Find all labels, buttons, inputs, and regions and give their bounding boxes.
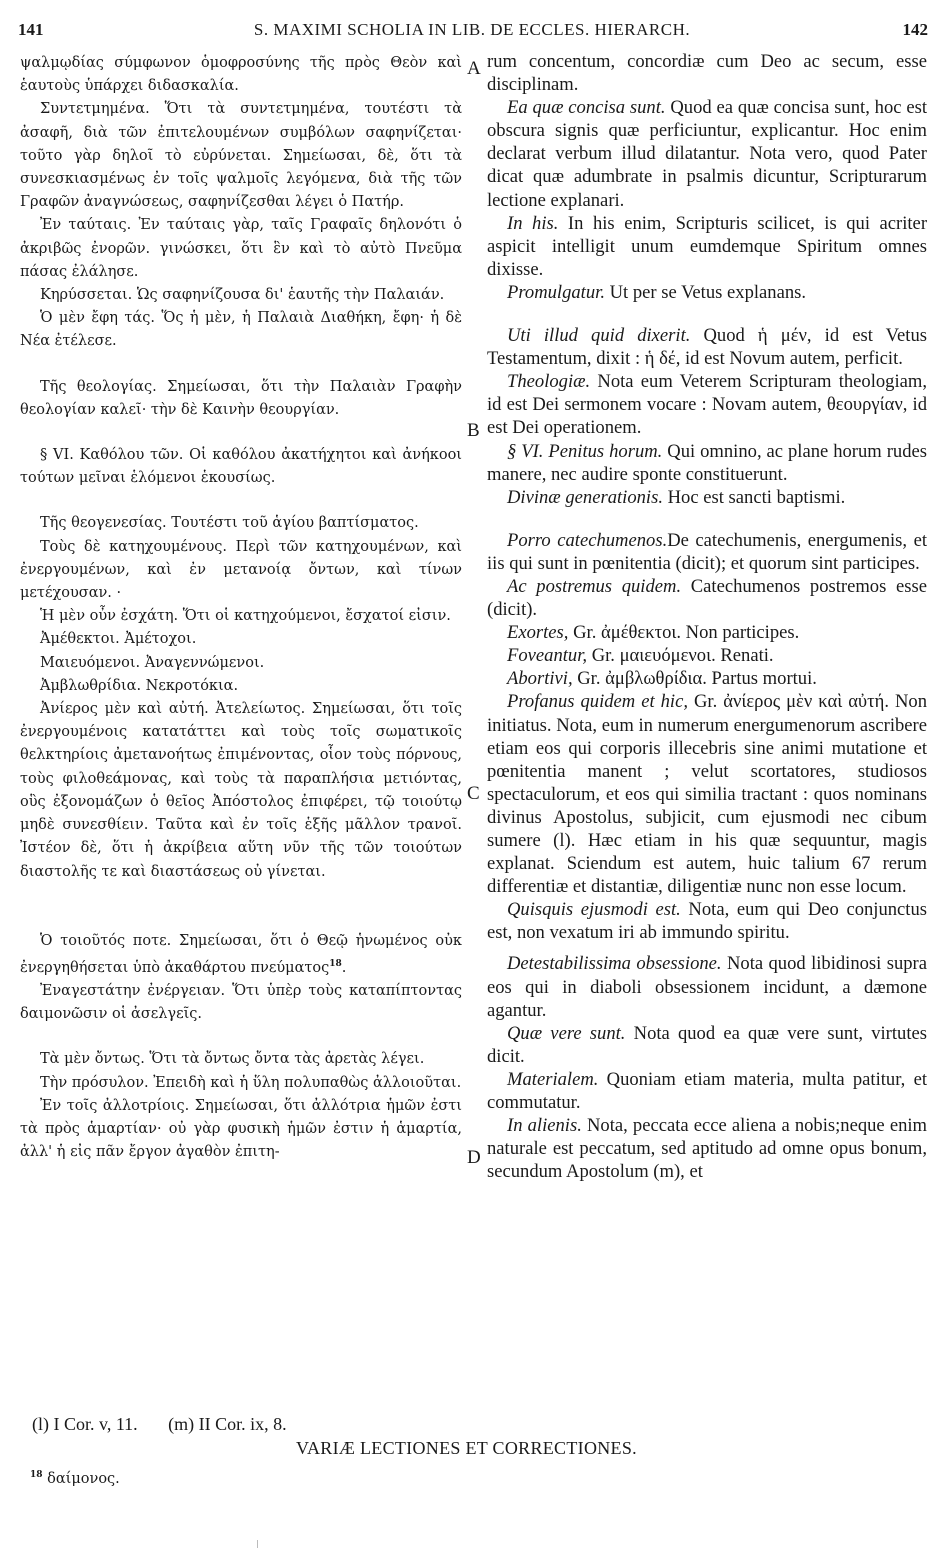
greek-paragraph: Τῆς θεολογίας. Σημείωσαι, ὅτι τὴν Παλαιὰν Γραφὴν θεολογίαν καλεῖ· τὴν δὲ Καινὴν θεουργίαν. <box>20 378 462 418</box>
reference-m: (m) II Cor. ix, 8. <box>168 1414 287 1434</box>
latin-text: Nota quod libidinosi supra eos qui in diaboli obsessionem incidunt, a dæmone agantur. <box>487 953 928 1021</box>
latin-lemma: Abortivi, <box>507 668 573 690</box>
greek-paragraph: Ἀμέθεκτοι. Ἀμέτοχοι. <box>40 631 197 648</box>
latin-text: rum concentum, concordiæ cum Deo ac secum, esse disciplinam. <box>487 51 927 96</box>
latin-lemma: Uti illud quid dixerit. <box>507 325 691 347</box>
latin-lemma: Ac postremus quidem. <box>507 575 682 597</box>
latin-lemma: Exortes, <box>507 622 569 644</box>
latin-paragraph <box>487 440 927 486</box>
latin-lemma: Porro catechumenos. <box>507 529 668 551</box>
latin-paragraph <box>487 324 927 370</box>
greek-paragraph: Τὰ μὲν ὄντως. Ὅτι τὰ ὄντως ὄντα τὰς ἀρετὰς λέγει. <box>40 1051 425 1068</box>
latin-lemma: Profanus quidem et hic, <box>507 691 688 713</box>
greek-paragraph: Μαιευόμενοι. Ἀναγεννώμενοι. <box>40 654 265 671</box>
greek-paragraph: Ἐναγεστάτην ἐνέργειαν. Ὅτι ὑπὲρ τοὺς καταπίπτοντας δαιμονῶσιν οἱ ἀσελγεῖς. <box>20 982 462 1023</box>
footnote <box>30 1470 120 1487</box>
greek-paragraph <box>20 930 462 980</box>
latin-paragraph <box>487 370 927 439</box>
latin-text: Quod ea quæ concisa sunt, hoc est obscura signis quæ perficiuntur, explicantur. Hoc enim declarat verbum illud dilatantur. Nota vero, quod Pater dicat quæ adumbrate in psalmis dicuntur, Scripturarum lectione explanari. <box>487 97 927 211</box>
greek-paragraph: Τὴν πρόσυλον. Ἐπειδὴ καὶ ἡ ὕλη πολυπαθὼς ἀλλοιοῦται. <box>40 1074 462 1091</box>
footnote-number: 18 <box>30 1470 43 1480</box>
latin-paragraph <box>487 96 927 211</box>
footnote-text: δαίμονος. <box>42 1470 120 1487</box>
latin-text: Ut per se Vetus explanans. <box>604 281 807 303</box>
greek-paragraph: Συντετμημένα. Ὅτι τὰ συντετμημένα, τουτέστι τὰ ἀσαφῆ, διὰ τῶν ἐπιτελουμένων συμβόλων σαφηνίζεται· τοῦτο γὰρ δηλοῖ τὸ εὐρύνεται. Σημείωσαι, δὲ, ὅτι τὰ συνεσκιασμένως ἐν τοῖς ψαλμοῖς λεγόμενα, διὰ τῆς τῶν Γραφῶν ἀναγνώσεως, σαφηνίζεσθαι λέγει ὁ Πατήρ. <box>20 101 462 211</box>
latin-text: Nota, eum qui Deo conjunctus est, non vexatum iri ab immundo spiritu. <box>487 899 927 944</box>
greek-paragraph-tail: . <box>341 959 347 976</box>
latin-lemma: Detestabilissima obsessione. <box>507 953 722 975</box>
latin-text: Gr. ἀμέθεκτοι. Non participes. <box>568 622 800 644</box>
latin-lemma: Theologiæ. <box>507 371 591 393</box>
greek-paragraph: Ἐν ταύταις. Ἐν ταύταις γὰρ, ταῖς Γραφαῖς δηλονότι ὁ ἀκριβῶς ἐνορῶν. γινώσκει, ὅτι ἓν καὶ τὸ αὐτὸ Πνεῦμα πάσας ἐλάλησε. <box>20 217 462 280</box>
greek-paragraph: Ἡ μὲν οὖν ἐσχάτη. Ὅτι οἱ κατηχούμενοι, ἔσχατοί εἰσιν. <box>40 608 451 625</box>
greek-column <box>20 52 462 1164</box>
latin-lemma: Divinæ generationis. <box>507 486 663 508</box>
latin-lemma: In alienis. <box>507 1115 582 1137</box>
greek-paragraph: Ὁ μὲν ἔφη τάς. Ὅς ἡ μὲν, ἡ Παλαιὰ Διαθήκη, ἔφη· ἡ δὲ Νέα ἐτέλεσε. <box>20 310 462 350</box>
latin-paragraph <box>487 621 927 644</box>
page-number-left: 141 <box>18 20 44 39</box>
greek-paragraph: ψαλμῳδίας σύμφωνον ὁμοφροσύνης τῆς πρὸς Θεὸν καὶ ἑαυτοὺς ὑπάρχει διδασκαλία. <box>20 55 462 95</box>
greek-paragraph: Ἐν τοῖς ἀλλοτρίοις. Σημείωσαι, ὅτι ἀλλότρια ἡμῶν ἐστι τὰ πρὸς ἁμαρτίαν· οὐ γὰρ φυσικὴ ἡμῶν ἐστιν ἡ ἁμαρτία, ἀλλ' ἡ εἰς πᾶν ἔργον ἀγαθὸν ἐπιτη- <box>20 1097 462 1161</box>
latin-paragraph <box>487 281 927 304</box>
latin-text: Nota eum Veterem Scripturam theologiam, id est Dei sermonem vocare : Novam autem, θεουργίαν, id est Dei operationem. <box>487 371 927 439</box>
latin-column <box>487 50 927 1183</box>
greek-paragraph: § VI. Καθόλου τῶν. Οἱ καθόλου ἀκατήχητοι καὶ ἀνήκοοι τούτων μεῖναι ἑλόμενοι ἑκουσίως. <box>20 447 462 487</box>
latin-paragraph <box>487 952 927 1021</box>
margin-marker-c: C <box>467 783 480 804</box>
greek-paragraph: Κηρύσσεται. Ὡς σαφηνίζουσα δι' ἑαυτῆς τὴν Παλαιάν. <box>40 287 445 304</box>
greek-paragraph: Τῆς θεογενεσίας. Τουτέστι τοῦ ἁγίου βαπτίσματος. <box>40 515 419 532</box>
latin-paragraph <box>487 1114 927 1183</box>
footnote-ref: 18 <box>329 958 342 969</box>
greek-paragraph-text: Ὁ τοιοῦτός ποτε. Σημείωσαι, ὅτι ὁ Θεῷ ἡνωμένος οὐκ ἐνεργηθήσεται ὑπὸ ἀκαθάρτου πνεύματος <box>20 932 462 976</box>
latin-lemma: Foveantur, <box>507 645 588 667</box>
latin-text: Qui omnino, ac plane horum rudes manere, nec audire sponte constituerunt. <box>487 440 927 485</box>
latin-lemma: Ea quæ concisa sunt. <box>507 97 666 119</box>
latin-paragraph <box>487 644 927 667</box>
latin-text: Catechumenos postremos esse (dicit). <box>487 575 927 621</box>
latin-lemma: Promulgatur. <box>507 281 605 303</box>
greek-paragraph: Ἀμβλωθρίδια. Νεκροτόκια. <box>40 677 239 694</box>
latin-paragraph <box>487 529 927 575</box>
latin-text: In his enim, Scripturis scilicet, is qui acriter aspicit intelligit unum eumdemque Spiritum omnes dixisse. <box>487 212 928 280</box>
latin-lemma: In his. <box>507 212 559 234</box>
print-mark <box>257 1540 258 1548</box>
variae-lectiones-heading: VARIÆ LECTIONES ET CORRECTIONES. <box>296 1438 637 1458</box>
latin-text: Gr. ἀνίερος μὲν καὶ αὐτή. Non initiatus. Nota, eum in numerum energumenorum ascribere etiam eos qui corporis illecebris sine animi mutatione et pœnitentia manent ; velut scortatores, studiosos spectaculorum, et eos qui similia tractant : quos nominans divinus Apostolus, subjicit, cum ejusmodi nec cibum sumere (l). Hæc etiam in his quæ sequuntur, magis explanat. Sciendum est autem, huic talium 67 rerum differentiæ et distantiæ, diligentiæ nunc non esse locum. <box>487 691 927 898</box>
latin-lemma: Materialem. <box>507 1068 599 1090</box>
latin-paragraph <box>487 1068 927 1114</box>
running-header <box>16 18 928 42</box>
greek-paragraph: Τοὺς δὲ κατηχουμένους. Περὶ τῶν κατηχουμένων, καὶ ἐνεργουμένων, καὶ ἐν μετανοίᾳ ὄντων, καὶ τίνων μετέχουσαν. · <box>20 538 462 602</box>
latin-paragraph <box>487 690 927 898</box>
latin-text: Quod ἡ μέν, id est Vetus Testamentum, dixit : ἡ δέ, id est Novum autem, perficit. <box>487 325 927 370</box>
latin-paragraph <box>487 667 927 690</box>
latin-text: Nota, peccata ecce aliena a nobis;neque enim naturale est peccatum, sed aptitudo ad omne opus bonum, secundum Apostolum (m), et <box>487 1115 927 1183</box>
latin-text: Hoc est sancti baptismi. <box>662 486 846 508</box>
margin-marker-d: D <box>467 1147 481 1168</box>
page-number-right: 142 <box>902 20 928 39</box>
latin-text: Gr. μαιευόμενοι. Renati. <box>587 645 774 667</box>
margin-marker-a: A <box>467 58 481 79</box>
latin-paragraph <box>487 50 927 96</box>
latin-text: Quoniam etiam materia, multa patitur, et commutatur. <box>487 1068 927 1114</box>
scripture-references <box>32 1414 313 1435</box>
margin-marker-b: B <box>467 420 480 441</box>
reference-l: (l) I Cor. v, 11. <box>32 1414 138 1434</box>
latin-paragraph <box>487 212 927 281</box>
latin-paragraph <box>487 898 927 944</box>
latin-paragraph <box>487 486 927 509</box>
latin-lemma: § VI. Penitus horum. <box>507 440 663 462</box>
latin-lemma: Quisquis ejusmodi est. <box>507 899 681 921</box>
latin-text: Gr. ἀμβλωθρίδια. Partus mortui. <box>572 668 817 690</box>
latin-text: De catechumenis, energumenis, et iis qui sunt in pœnitentia (dicit); et quorum sint participes. <box>487 529 927 574</box>
latin-paragraph <box>487 1022 927 1068</box>
latin-lemma: Quæ vere sunt. <box>507 1022 626 1044</box>
greek-paragraph: Ἀνίερος μὲν καὶ αὐτή. Ἀτελείωτος. Σημείωσαι, ὅτι τοῖς ἐνεργουμένοις κατατάττει καὶ τοὺς τοῖς σωματικοῖς θελκτηρίοις ἀμετανοήτως ἐπιμένοντας, οἷον τοὺς πόρνους, τοὺς φιλοθεάμονας, καὶ τοὺς τὰ παραπλήσια μετιόντας, οὓς ἐξονομάζων ὁ θεῖος Ἀπόστολος ἐπιφέρει, τῷ τοιούτῳ μηδὲ συνεσθίειν. Ταῦτα καὶ ἐν τοῖς ἑξῆς μᾶλλον τρανοῖ. Ἰστέον δὲ, ὅτι ἡ ἀκρίβεια αὕτη νῦν τῆς τῶν τοιούτων διαστολῆς τε καὶ διαστάσεως οὐ γίνεται. <box>20 701 462 880</box>
latin-text: Nota quod ea quæ vere sunt, virtutes dicit. <box>487 1022 927 1067</box>
running-title: S. MAXIMI SCHOLIA IN LIB. DE ECCLES. HIERARCH. <box>253 20 691 39</box>
latin-paragraph <box>487 575 927 621</box>
